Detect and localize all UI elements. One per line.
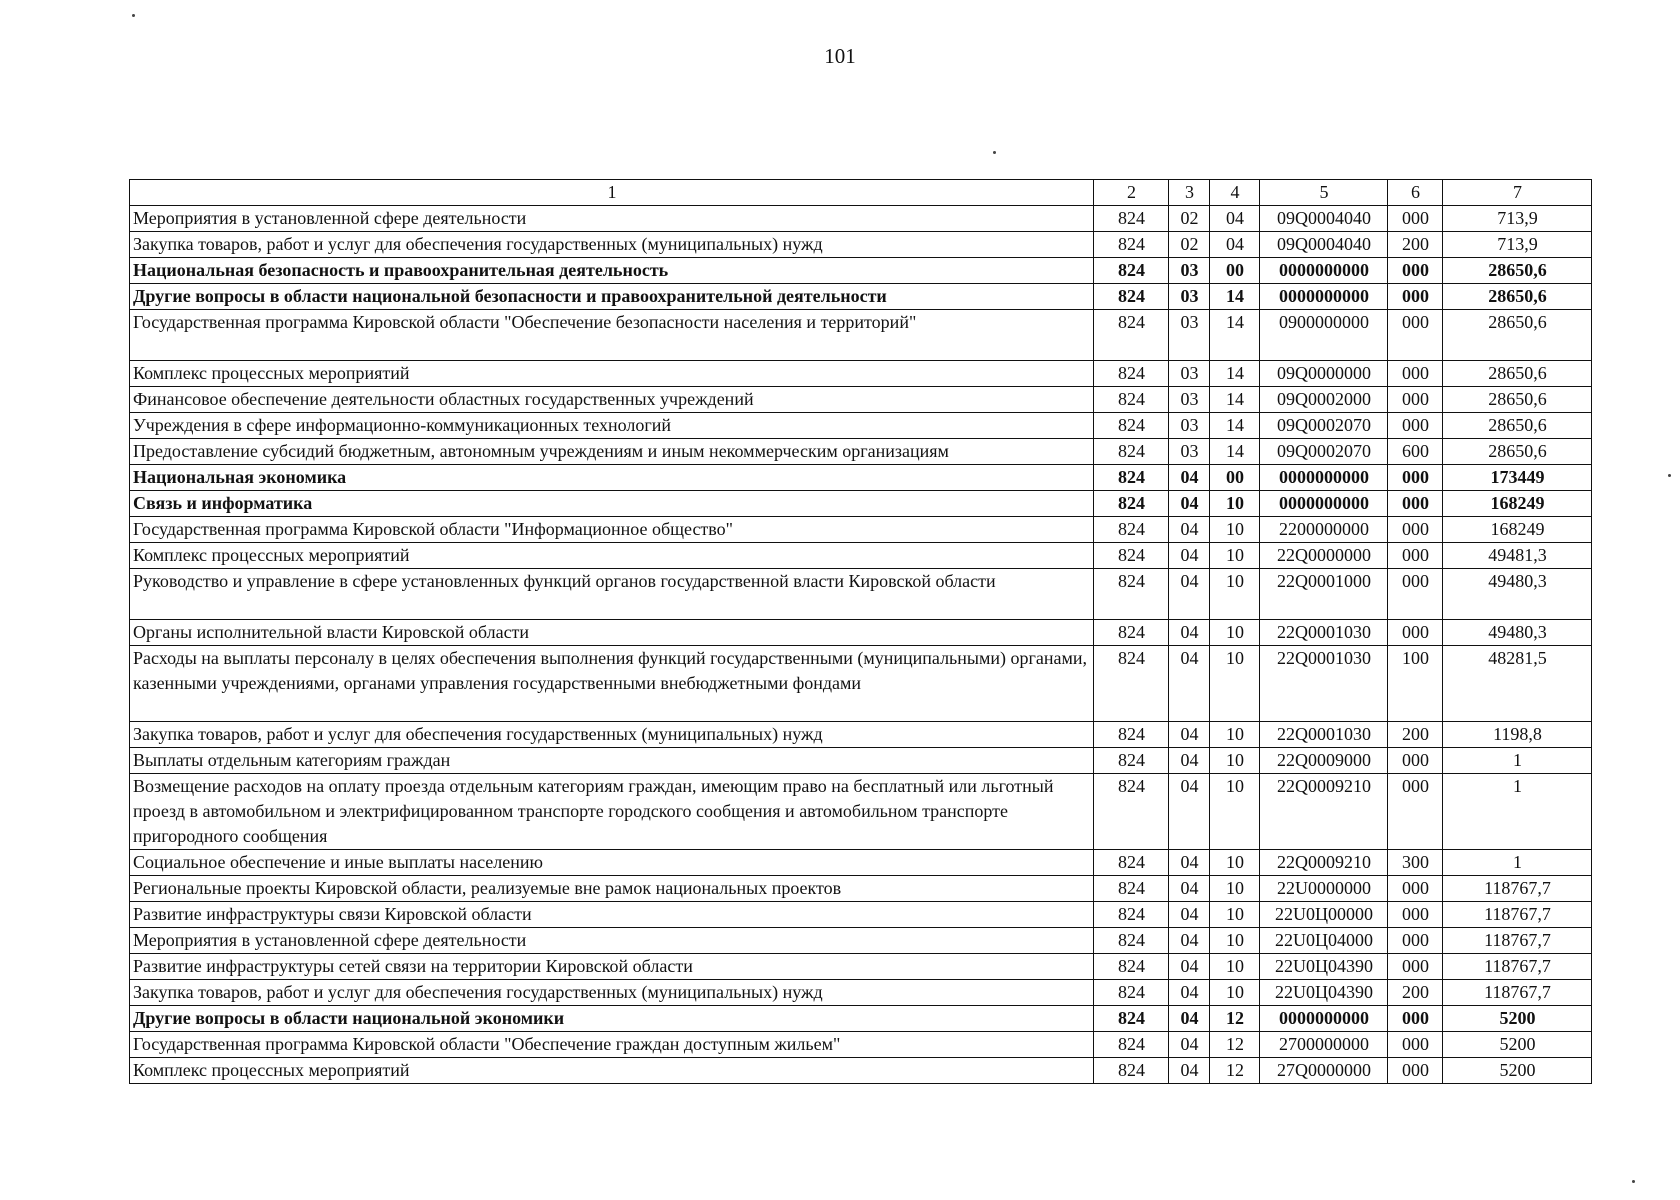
ministry-code-cell: 824 bbox=[1094, 876, 1169, 902]
ministry-code-cell: 824 bbox=[1094, 465, 1169, 491]
amount-cell: 1 bbox=[1443, 850, 1592, 876]
table-row bbox=[130, 517, 1592, 543]
table-row bbox=[130, 258, 1592, 284]
amount-cell: 713,9 bbox=[1443, 206, 1592, 232]
item-name-cell: Расходы на выплаты персоналу в целях обеспечения выполнения функций государственными (муниципальными) органами, казенными учреждениями, органами управления государственными внебюджетными фондами bbox=[130, 646, 1094, 722]
item-name-cell: Руководство и управление в сфере установленных функций органов государственной власти Кировской области bbox=[130, 569, 1094, 620]
expense-type-cell: 000 bbox=[1388, 543, 1443, 569]
target-code-cell: 22Q0001030 bbox=[1260, 646, 1388, 722]
subsection-code-cell: 10 bbox=[1210, 980, 1260, 1006]
subsection-code-cell: 10 bbox=[1210, 850, 1260, 876]
item-name-cell: Государственная программа Кировской области "Обеспечение безопасности населения и территорий" bbox=[130, 310, 1094, 361]
ministry-code-cell: 824 bbox=[1094, 722, 1169, 748]
amount-cell: 28650,6 bbox=[1443, 387, 1592, 413]
subsection-code-cell: 12 bbox=[1210, 1032, 1260, 1058]
expense-type-cell: 000 bbox=[1388, 774, 1443, 850]
item-name-cell: Закупка товаров, работ и услуг для обеспечения государственных (муниципальных) нужд bbox=[130, 722, 1094, 748]
expense-type-cell: 000 bbox=[1388, 491, 1443, 517]
table-row bbox=[130, 206, 1592, 232]
amount-cell: 168249 bbox=[1443, 491, 1592, 517]
section-code-cell: 03 bbox=[1169, 413, 1210, 439]
section-code-cell: 04 bbox=[1169, 980, 1210, 1006]
target-code-cell: 09Q0002000 bbox=[1260, 387, 1388, 413]
target-code-cell: 22U0Ц04000 bbox=[1260, 928, 1388, 954]
section-code-cell: 03 bbox=[1169, 258, 1210, 284]
section-code-cell: 04 bbox=[1169, 850, 1210, 876]
item-name-cell: Выплаты отдельным категориям граждан bbox=[130, 748, 1094, 774]
amount-cell: 49480,3 bbox=[1443, 620, 1592, 646]
item-name-cell: Национальная экономика bbox=[130, 465, 1094, 491]
ministry-code-cell: 824 bbox=[1094, 284, 1169, 310]
item-name-cell: Мероприятия в установленной сфере деятельности bbox=[130, 928, 1094, 954]
table-row bbox=[130, 646, 1592, 722]
target-code-cell: 09Q0004040 bbox=[1260, 206, 1388, 232]
subsection-code-cell: 10 bbox=[1210, 646, 1260, 722]
target-code-cell: 0000000000 bbox=[1260, 284, 1388, 310]
ministry-code-cell: 824 bbox=[1094, 774, 1169, 850]
target-code-cell: 2200000000 bbox=[1260, 517, 1388, 543]
amount-cell: 28650,6 bbox=[1443, 284, 1592, 310]
ministry-code-cell: 824 bbox=[1094, 206, 1169, 232]
table-row bbox=[130, 902, 1592, 928]
amount-cell: 5200 bbox=[1443, 1006, 1592, 1032]
table-row bbox=[130, 928, 1592, 954]
section-code-cell: 02 bbox=[1169, 232, 1210, 258]
expense-type-cell: 100 bbox=[1388, 646, 1443, 722]
ministry-code-cell: 824 bbox=[1094, 258, 1169, 284]
expense-type-cell: 200 bbox=[1388, 232, 1443, 258]
subsection-code-cell: 00 bbox=[1210, 258, 1260, 284]
expense-type-cell: 000 bbox=[1388, 258, 1443, 284]
table-row bbox=[130, 465, 1592, 491]
amount-cell: 28650,6 bbox=[1443, 439, 1592, 465]
table-row bbox=[130, 1058, 1592, 1084]
section-code-cell: 04 bbox=[1169, 902, 1210, 928]
subsection-code-cell: 10 bbox=[1210, 876, 1260, 902]
section-code-cell: 04 bbox=[1169, 928, 1210, 954]
amount-cell: 5200 bbox=[1443, 1032, 1592, 1058]
ministry-code-cell: 824 bbox=[1094, 748, 1169, 774]
table-row bbox=[130, 569, 1592, 620]
ministry-code-cell: 824 bbox=[1094, 980, 1169, 1006]
amount-cell: 1198,8 bbox=[1443, 722, 1592, 748]
table-row bbox=[130, 954, 1592, 980]
item-name-cell: Государственная программа Кировской области "Обеспечение граждан доступным жильем" bbox=[130, 1032, 1094, 1058]
item-name-cell: Другие вопросы в области национальной безопасности и правоохранительной деятельности bbox=[130, 284, 1094, 310]
item-name-cell: Другие вопросы в области национальной экономики bbox=[130, 1006, 1094, 1032]
scan-speck bbox=[1632, 1180, 1635, 1183]
expense-type-cell: 000 bbox=[1388, 1006, 1443, 1032]
expense-type-cell: 000 bbox=[1388, 517, 1443, 543]
item-name-cell: Связь и информатика bbox=[130, 491, 1094, 517]
amount-cell: 28650,6 bbox=[1443, 258, 1592, 284]
subsection-code-cell: 14 bbox=[1210, 387, 1260, 413]
amount-cell: 118767,7 bbox=[1443, 902, 1592, 928]
amount-cell: 713,9 bbox=[1443, 232, 1592, 258]
ministry-code-cell: 824 bbox=[1094, 387, 1169, 413]
expense-type-cell: 000 bbox=[1388, 361, 1443, 387]
target-code-cell: 09Q0002070 bbox=[1260, 439, 1388, 465]
item-name-cell: Предоставление субсидий бюджетным, автономным учреждениям и иным некоммерческим организациям bbox=[130, 439, 1094, 465]
expense-type-cell: 000 bbox=[1388, 620, 1443, 646]
ministry-code-cell: 824 bbox=[1094, 1006, 1169, 1032]
subsection-code-cell: 10 bbox=[1210, 902, 1260, 928]
target-code-cell: 2700000000 bbox=[1260, 1032, 1388, 1058]
target-code-cell: 09Q0000000 bbox=[1260, 361, 1388, 387]
amount-cell: 168249 bbox=[1443, 517, 1592, 543]
table-row bbox=[130, 876, 1592, 902]
table-row bbox=[130, 310, 1592, 361]
expense-type-cell: 000 bbox=[1388, 902, 1443, 928]
subsection-code-cell: 14 bbox=[1210, 284, 1260, 310]
subsection-code-cell: 10 bbox=[1210, 928, 1260, 954]
expense-type-cell: 000 bbox=[1388, 284, 1443, 310]
subsection-code-cell: 10 bbox=[1210, 491, 1260, 517]
table-row bbox=[130, 774, 1592, 850]
section-code-cell: 02 bbox=[1169, 206, 1210, 232]
target-code-cell: 09Q0004040 bbox=[1260, 232, 1388, 258]
target-code-cell: 22Q0009210 bbox=[1260, 850, 1388, 876]
section-code-cell: 04 bbox=[1169, 954, 1210, 980]
ministry-code-cell: 824 bbox=[1094, 232, 1169, 258]
ministry-code-cell: 824 bbox=[1094, 954, 1169, 980]
table-row bbox=[130, 850, 1592, 876]
ministry-code-cell: 824 bbox=[1094, 491, 1169, 517]
item-name-cell: Возмещение расходов на оплату проезда отдельным категориям граждан, имеющим право на бесплатный или льготный проезд в автомобильном и электрифицированном транспорте городского сообщения и автомобильном транспорте пригородного сообщения bbox=[130, 774, 1094, 850]
section-code-cell: 04 bbox=[1169, 876, 1210, 902]
subsection-code-cell: 12 bbox=[1210, 1058, 1260, 1084]
table-row bbox=[130, 1032, 1592, 1058]
item-name-cell: Региональные проекты Кировской области, реализуемые вне рамок национальных проектов bbox=[130, 876, 1094, 902]
expense-type-cell: 000 bbox=[1388, 928, 1443, 954]
amount-cell: 173449 bbox=[1443, 465, 1592, 491]
item-name-cell: Развитие инфраструктуры сетей связи на территории Кировской области bbox=[130, 954, 1094, 980]
ministry-code-cell: 824 bbox=[1094, 1058, 1169, 1084]
item-name-cell: Комплекс процессных мероприятий bbox=[130, 361, 1094, 387]
section-code-cell: 03 bbox=[1169, 310, 1210, 361]
target-code-cell: 0900000000 bbox=[1260, 310, 1388, 361]
section-code-cell: 04 bbox=[1169, 1058, 1210, 1084]
target-code-cell: 22Q0001030 bbox=[1260, 722, 1388, 748]
table-row bbox=[130, 413, 1592, 439]
expense-type-cell: 000 bbox=[1388, 569, 1443, 620]
subsection-code-cell: 04 bbox=[1210, 232, 1260, 258]
ministry-code-cell: 824 bbox=[1094, 902, 1169, 928]
item-name-cell: Национальная безопасность и правоохранительная деятельность bbox=[130, 258, 1094, 284]
section-code-cell: 04 bbox=[1169, 620, 1210, 646]
item-name-cell: Закупка товаров, работ и услуг для обеспечения государственных (муниципальных) нужд bbox=[130, 980, 1094, 1006]
amount-cell: 48281,5 bbox=[1443, 646, 1592, 722]
expense-type-cell: 300 bbox=[1388, 850, 1443, 876]
target-code-cell: 22Q0001030 bbox=[1260, 620, 1388, 646]
expense-type-cell: 600 bbox=[1388, 439, 1443, 465]
subsection-code-cell: 10 bbox=[1210, 517, 1260, 543]
expense-type-cell: 000 bbox=[1388, 387, 1443, 413]
ministry-code-cell: 824 bbox=[1094, 569, 1169, 620]
amount-cell: 28650,6 bbox=[1443, 413, 1592, 439]
ministry-code-cell: 824 bbox=[1094, 543, 1169, 569]
amount-cell: 28650,6 bbox=[1443, 310, 1592, 361]
target-code-cell: 0000000000 bbox=[1260, 1006, 1388, 1032]
table-body bbox=[130, 180, 1592, 1084]
table-row bbox=[130, 980, 1592, 1006]
expense-type-cell: 000 bbox=[1388, 465, 1443, 491]
subsection-code-cell: 14 bbox=[1210, 310, 1260, 361]
expense-type-cell: 000 bbox=[1388, 748, 1443, 774]
target-code-cell: 0000000000 bbox=[1260, 465, 1388, 491]
section-code-cell: 04 bbox=[1169, 774, 1210, 850]
expense-type-cell: 000 bbox=[1388, 876, 1443, 902]
page-number: 101 bbox=[824, 44, 856, 68]
item-name-cell: Учреждения в сфере информационно-коммуникационных технологий bbox=[130, 413, 1094, 439]
table-row bbox=[130, 722, 1592, 748]
column-header: 2 bbox=[1094, 180, 1169, 206]
column-header: 1 bbox=[130, 180, 1094, 206]
expense-type-cell: 000 bbox=[1388, 413, 1443, 439]
scan-speck bbox=[1668, 474, 1671, 477]
column-header: 7 bbox=[1443, 180, 1592, 206]
target-code-cell: 22U0Ц04390 bbox=[1260, 954, 1388, 980]
subsection-code-cell: 00 bbox=[1210, 465, 1260, 491]
subsection-code-cell: 10 bbox=[1210, 722, 1260, 748]
ministry-code-cell: 824 bbox=[1094, 850, 1169, 876]
ministry-code-cell: 824 bbox=[1094, 646, 1169, 722]
table-row bbox=[130, 543, 1592, 569]
section-code-cell: 04 bbox=[1169, 1006, 1210, 1032]
ministry-code-cell: 824 bbox=[1094, 413, 1169, 439]
expense-type-cell: 000 bbox=[1388, 206, 1443, 232]
table-row bbox=[130, 232, 1592, 258]
subsection-code-cell: 12 bbox=[1210, 1006, 1260, 1032]
item-name-cell: Социальное обеспечение и иные выплаты населению bbox=[130, 850, 1094, 876]
subsection-code-cell: 14 bbox=[1210, 413, 1260, 439]
expense-type-cell: 000 bbox=[1388, 954, 1443, 980]
target-code-cell: 22U0Ц04390 bbox=[1260, 980, 1388, 1006]
target-code-cell: 0000000000 bbox=[1260, 491, 1388, 517]
target-code-cell: 22Q0009000 bbox=[1260, 748, 1388, 774]
amount-cell: 49480,3 bbox=[1443, 569, 1592, 620]
table-row bbox=[130, 620, 1592, 646]
budget-table bbox=[129, 179, 1592, 1084]
item-name-cell: Закупка товаров, работ и услуг для обеспечения государственных (муниципальных) нужд bbox=[130, 232, 1094, 258]
column-header: 4 bbox=[1210, 180, 1260, 206]
amount-cell: 28650,6 bbox=[1443, 361, 1592, 387]
target-code-cell: 09Q0002070 bbox=[1260, 413, 1388, 439]
subsection-code-cell: 10 bbox=[1210, 954, 1260, 980]
subsection-code-cell: 10 bbox=[1210, 774, 1260, 850]
item-name-cell: Мероприятия в установленной сфере деятельности bbox=[130, 206, 1094, 232]
subsection-code-cell: 10 bbox=[1210, 569, 1260, 620]
section-code-cell: 04 bbox=[1169, 722, 1210, 748]
table-row bbox=[130, 284, 1592, 310]
column-header: 6 bbox=[1388, 180, 1443, 206]
expense-type-cell: 000 bbox=[1388, 1058, 1443, 1084]
column-header: 3 bbox=[1169, 180, 1210, 206]
subsection-code-cell: 10 bbox=[1210, 620, 1260, 646]
ministry-code-cell: 824 bbox=[1094, 928, 1169, 954]
ministry-code-cell: 824 bbox=[1094, 439, 1169, 465]
target-code-cell: 22Q0000000 bbox=[1260, 543, 1388, 569]
expense-type-cell: 200 bbox=[1388, 980, 1443, 1006]
column-header-row bbox=[130, 180, 1592, 206]
item-name-cell: Финансовое обеспечение деятельности областных государственных учреждений bbox=[130, 387, 1094, 413]
subsection-code-cell: 04 bbox=[1210, 206, 1260, 232]
section-code-cell: 04 bbox=[1169, 543, 1210, 569]
table-row bbox=[130, 1006, 1592, 1032]
ministry-code-cell: 824 bbox=[1094, 361, 1169, 387]
section-code-cell: 03 bbox=[1169, 387, 1210, 413]
item-name-cell: Органы исполнительной власти Кировской области bbox=[130, 620, 1094, 646]
section-code-cell: 04 bbox=[1169, 1032, 1210, 1058]
section-code-cell: 04 bbox=[1169, 465, 1210, 491]
amount-cell: 118767,7 bbox=[1443, 980, 1592, 1006]
target-code-cell: 22Q0009210 bbox=[1260, 774, 1388, 850]
target-code-cell: 22U0000000 bbox=[1260, 876, 1388, 902]
table-row bbox=[130, 439, 1592, 465]
subsection-code-cell: 10 bbox=[1210, 748, 1260, 774]
subsection-code-cell: 14 bbox=[1210, 361, 1260, 387]
subsection-code-cell: 10 bbox=[1210, 543, 1260, 569]
ministry-code-cell: 824 bbox=[1094, 620, 1169, 646]
scan-speck bbox=[132, 14, 135, 17]
expense-type-cell: 000 bbox=[1388, 310, 1443, 361]
target-code-cell: 22Q0001000 bbox=[1260, 569, 1388, 620]
item-name-cell: Комплекс процессных мероприятий bbox=[130, 1058, 1094, 1084]
table-row bbox=[130, 748, 1592, 774]
table-row bbox=[130, 387, 1592, 413]
amount-cell: 49481,3 bbox=[1443, 543, 1592, 569]
table-row bbox=[130, 491, 1592, 517]
amount-cell: 1 bbox=[1443, 748, 1592, 774]
column-header: 5 bbox=[1260, 180, 1388, 206]
scan-speck bbox=[993, 151, 996, 154]
expense-type-cell: 200 bbox=[1388, 722, 1443, 748]
target-code-cell: 22U0Ц00000 bbox=[1260, 902, 1388, 928]
ministry-code-cell: 824 bbox=[1094, 310, 1169, 361]
item-name-cell: Комплекс процессных мероприятий bbox=[130, 543, 1094, 569]
item-name-cell: Государственная программа Кировской области "Информационное общество" bbox=[130, 517, 1094, 543]
target-code-cell: 0000000000 bbox=[1260, 258, 1388, 284]
target-code-cell: 27Q0000000 bbox=[1260, 1058, 1388, 1084]
section-code-cell: 03 bbox=[1169, 361, 1210, 387]
subsection-code-cell: 14 bbox=[1210, 439, 1260, 465]
section-code-cell: 03 bbox=[1169, 284, 1210, 310]
expense-type-cell: 000 bbox=[1388, 1032, 1443, 1058]
item-name-cell: Развитие инфраструктуры связи Кировской области bbox=[130, 902, 1094, 928]
section-code-cell: 04 bbox=[1169, 646, 1210, 722]
section-code-cell: 03 bbox=[1169, 439, 1210, 465]
section-code-cell: 04 bbox=[1169, 517, 1210, 543]
table-row bbox=[130, 361, 1592, 387]
ministry-code-cell: 824 bbox=[1094, 1032, 1169, 1058]
amount-cell: 5200 bbox=[1443, 1058, 1592, 1084]
section-code-cell: 04 bbox=[1169, 748, 1210, 774]
amount-cell: 1 bbox=[1443, 774, 1592, 850]
amount-cell: 118767,7 bbox=[1443, 876, 1592, 902]
section-code-cell: 04 bbox=[1169, 491, 1210, 517]
amount-cell: 118767,7 bbox=[1443, 954, 1592, 980]
ministry-code-cell: 824 bbox=[1094, 517, 1169, 543]
amount-cell: 118767,7 bbox=[1443, 928, 1592, 954]
section-code-cell: 04 bbox=[1169, 569, 1210, 620]
